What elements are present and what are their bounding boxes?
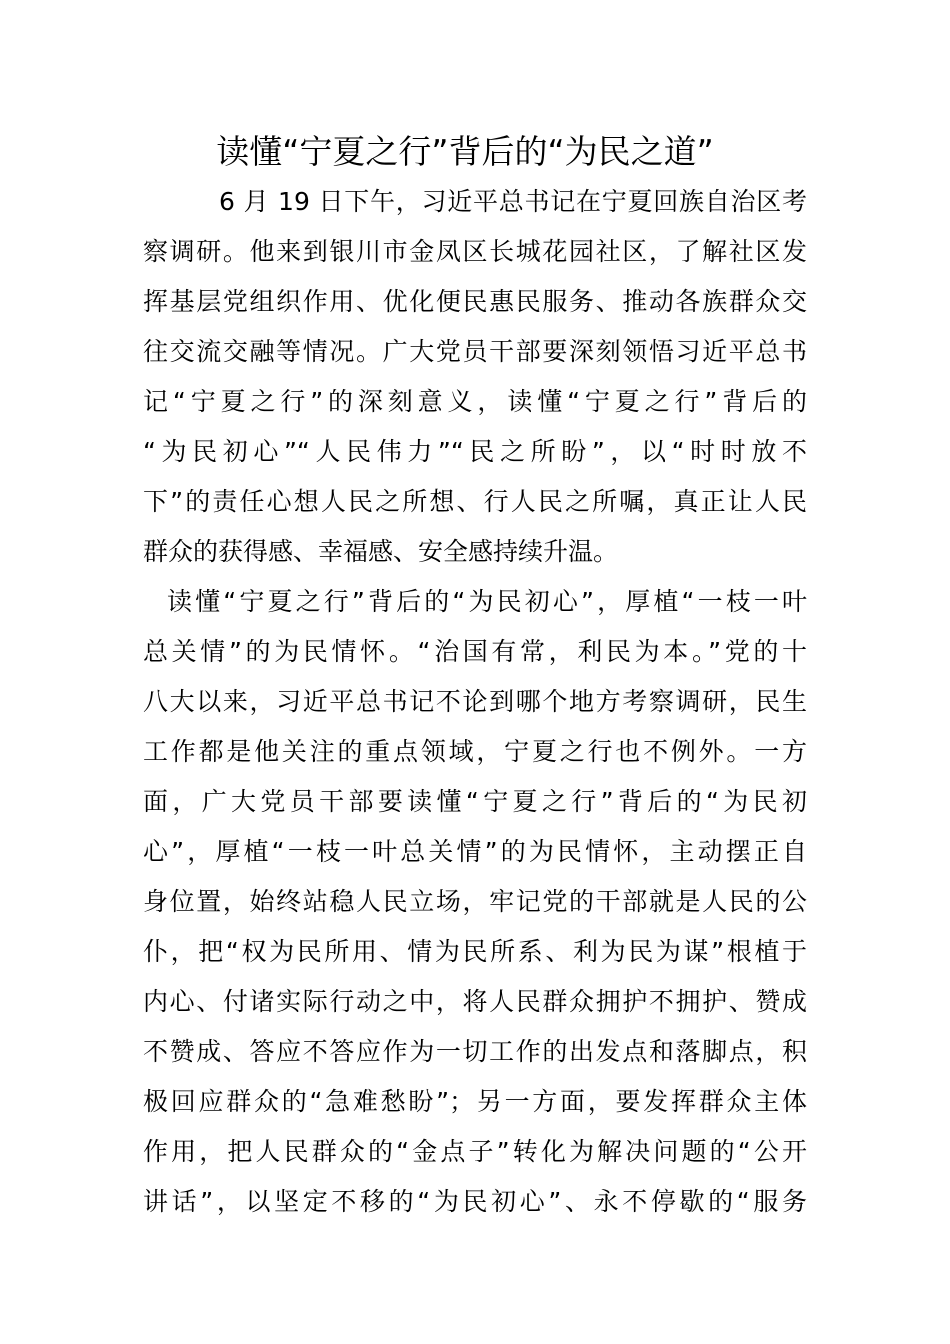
paragraph-line: 下”的责任心想人民之所想、行人民之所嘱，真正让人民 bbox=[143, 487, 807, 516]
paragraph-line: 群众的获得感、幸福感、安全感持续升温。 bbox=[143, 537, 619, 566]
paragraph-line: 读懂“宁夏之行”背后的“为民初心”，厚植“一枝一叶 bbox=[167, 587, 807, 616]
paragraph-line: 内心、付诸实际行动之中，将人民群众拥护不拥护、赞成 bbox=[143, 987, 807, 1016]
paragraph-line: 极回应群众的“急难愁盼”；另一方面，要发挥群众主体 bbox=[143, 1087, 807, 1116]
paragraph-line: 察调研。他来到银川市金凤区长城花园社区，了解社区发 bbox=[143, 237, 807, 266]
paragraph-line: 身位置，始终站稳人民立场，牢记党的干部就是人民的公 bbox=[143, 887, 807, 916]
paragraph-line: 讲话”，以坚定不移的“为民初心”、永不停歇的“服务 bbox=[143, 1187, 807, 1216]
paragraph-line: 总关情”的为民情怀。“治国有常，利民为本。”党的十 bbox=[143, 637, 807, 666]
paragraph-line: 仆，把“权为民所用、情为民所系、利为民为谋”根植于 bbox=[143, 937, 807, 966]
document-body bbox=[143, 177, 807, 1227]
paragraph-line: 往交流交融等情况。广大党员干部要深刻领悟习近平总书 bbox=[143, 337, 807, 366]
paragraph-line: “为民初心”“人民伟力”“民之所盼”，以“时时放不 bbox=[143, 437, 807, 466]
paragraph-line: 八大以来，习近平总书记不论到哪个地方考察调研，民生 bbox=[143, 687, 807, 716]
paragraph-line: 挥基层党组织作用、优化便民惠民服务、推动各族群众交 bbox=[143, 287, 807, 316]
paragraph-line: 6 月 19 日下午，习近平总书记在宁夏回族自治区考 bbox=[219, 187, 807, 216]
paragraph-line: 记“宁夏之行”的深刻意义，读懂“宁夏之行”背后的 bbox=[143, 387, 807, 416]
paragraph-line: 不赞成、答应不答应作为一切工作的出发点和落脚点，积 bbox=[143, 1037, 807, 1066]
paragraph-line: 工作都是他关注的重点领域，宁夏之行也不例外。一方 bbox=[143, 737, 807, 766]
paragraph-line: 面，广大党员干部要读懂“宁夏之行”背后的“为民初 bbox=[143, 787, 807, 816]
paragraph-line: 作用，把人民群众的“金点子”转化为解决问题的“公开 bbox=[143, 1137, 807, 1166]
document-title: 读懂“宁夏之行”背后的“为民之道” bbox=[216, 132, 714, 171]
paragraph-line: 心”，厚植“一枝一叶总关情”的为民情怀，主动摆正自 bbox=[143, 837, 807, 866]
